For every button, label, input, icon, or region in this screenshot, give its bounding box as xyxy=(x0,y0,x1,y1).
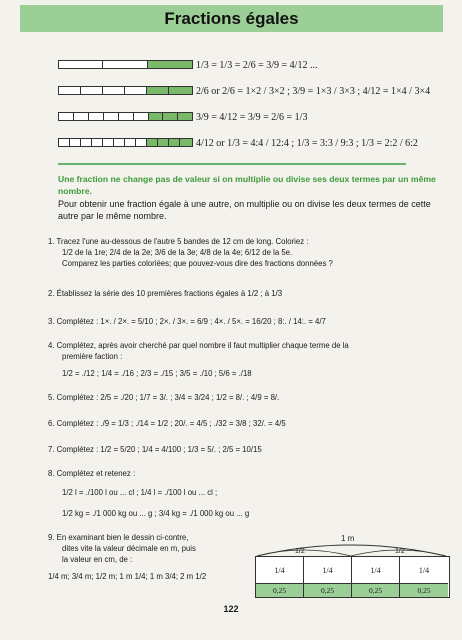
fraction-row-2-text: 2/6 or 2/6 = 1×2 / 3×2 ; 3/9 = 1×3 / 3×3 ; 4/12 = 1×4 / 3×4 xyxy=(196,85,431,97)
page-number: 122 xyxy=(223,604,239,614)
fraction-bar-sixths xyxy=(58,86,193,95)
fraction-row-1-text: 1/3 = 1/3 = 2/6 = 3/9 = 4/12 ... xyxy=(196,59,318,71)
half-label-2: 1/2 xyxy=(395,548,405,555)
exercise-7-text: 7. Complétez : 1/2 = 5/20 ; 1/4 = 4/100 ; 1/3 = 5/. ; 2/5 = 10/15 xyxy=(48,445,262,454)
fraction-row-3 xyxy=(196,104,307,130)
meter-table xyxy=(255,556,450,598)
fraction-bar-thirds xyxy=(58,60,193,69)
meter-diagram xyxy=(255,534,448,595)
quarter-cell-2: 1/4 xyxy=(304,557,352,583)
exercise-9-line-a: 9. En examinant bien le dessin ci-contre, xyxy=(48,533,189,542)
intro-paragraph: Pour obtenir une fraction égale à une autre, on multiplie ou on divise les deux termes de cette autre par le même nombre. xyxy=(58,199,431,221)
meter-label: 1 m xyxy=(341,534,355,543)
green-rule-top xyxy=(58,163,406,165)
fraction-bar-twelfths xyxy=(58,138,193,147)
fraction-row-4-text: 4/12 or 1/3 = 4:4 / 12:4 ; 1/3 = 3:3 / 9:3 ; 1/3 = 2:2 / 6:2 xyxy=(196,137,418,149)
exercise-3-text: 3. Complétez : 1×. / 2×. = 5/10 ; 2×. / 3×. = 6/9 ; 4×. / 5×. = 16/20 ; 8:. / 14:. = 4/7 xyxy=(48,317,326,326)
exercise-8-line-b: 1/2 kg = ./1 000 kg ou ... g ; 3/4 kg = ./1 000 kg ou ... g xyxy=(62,509,250,518)
fraction-row-2 xyxy=(196,78,430,104)
rule-statement: Une fraction ne change pas de valeur si on multiplie ou divise ses deux termes par un même nombre. xyxy=(58,174,436,196)
exercise-3 xyxy=(48,316,453,327)
exercise-1-line-b: 1/2 de la 1re; 2/4 de la 2e; 3/6 de la 3e; 4/8 de la 4e; 6/12 de la 5e. xyxy=(62,248,293,257)
fraction-row-3-text: 3/9 = 4/12 = 3/9 = 2/6 = 1/3 xyxy=(196,111,308,123)
exercise-8-title: 8. Complétez et retenez : xyxy=(48,469,136,478)
decimal-cell-2: 0,25 xyxy=(304,583,352,597)
exercise-9 xyxy=(48,532,258,582)
exercise-8-line-a: 1/2 l = ./100 l ou ... cl ; 1/4 l = ./100 l ou ... cl ; xyxy=(62,488,218,497)
exercise-8 xyxy=(48,468,453,519)
quarter-cell-3: 1/4 xyxy=(352,557,400,583)
exercise-7 xyxy=(48,444,453,455)
exercise-9-line-d: 1/4 m; 3/4 m; 1/2 m; 1 m 1/4; 1 m 3/4; 2 m 1/2 xyxy=(48,572,207,581)
fraction-row-4 xyxy=(196,130,418,156)
exercise-4-line-a: 4. Complétez, après avoir cherché par quel nombre il faut multiplier chaque terme de la xyxy=(48,341,349,350)
exercise-5-text: 5. Complétez : 2/5 = ./20 ; 1/7 = 3/. ; 3/4 = 3/24 ; 1/2 = 8/. ; 4/9 = 8/. xyxy=(48,393,280,402)
exercise-9-line-b: dites vite la valeur décimale en m, puis xyxy=(62,544,196,553)
exercise-4-line-c: 1/2 = ./12 ; 1/4 = ./16 ; 2/3 = ./15 ; 3/5 = ./10 ; 5/6 = ./18 xyxy=(62,369,252,378)
exercise-2-text: 2. Établissez la série des 10 premières fractions égales à 1/2 ; à 1/3 xyxy=(48,289,283,298)
half-label-1: 1/2 xyxy=(295,548,305,555)
exercise-1-line-a: 1. Tracez l'une au-dessous de l'autre 5 bandes de 12 cm de long. Coloriez : xyxy=(48,237,309,246)
decimal-cell-4: 0,25 xyxy=(400,583,448,597)
quarter-cell-4: 1/4 xyxy=(418,565,430,575)
exercise-4-line-b: première faction : xyxy=(62,352,123,361)
exercise-4 xyxy=(48,340,453,379)
exercise-6 xyxy=(48,418,453,429)
exercise-9-line-c: la valeur en cm, de : xyxy=(62,555,133,564)
quarter-cell-1: 1/4 xyxy=(256,557,304,583)
exercise-1-line-c: Comparez les parties coloriées; que pouvez-vous dire des fractions données ? xyxy=(62,259,333,268)
fraction-bar-ninths xyxy=(58,112,193,121)
exercise-6-text: 6. Complétez : ./9 = 1/3 ; ./14 = 1/2 ; 20/. = 4/5 ; ./32 = 3/8 ; 32/. = 4/5 xyxy=(48,419,286,428)
decimal-cell-1: 0,25 xyxy=(256,583,304,597)
title-banner xyxy=(20,5,443,32)
exercise-5 xyxy=(48,392,453,403)
fraction-row-1 xyxy=(196,52,317,78)
exercise-2 xyxy=(48,288,453,299)
exercise-1 xyxy=(48,236,453,269)
page-title: Fractions égales xyxy=(164,8,299,28)
decimal-cell-3: 0,25 xyxy=(352,583,400,597)
